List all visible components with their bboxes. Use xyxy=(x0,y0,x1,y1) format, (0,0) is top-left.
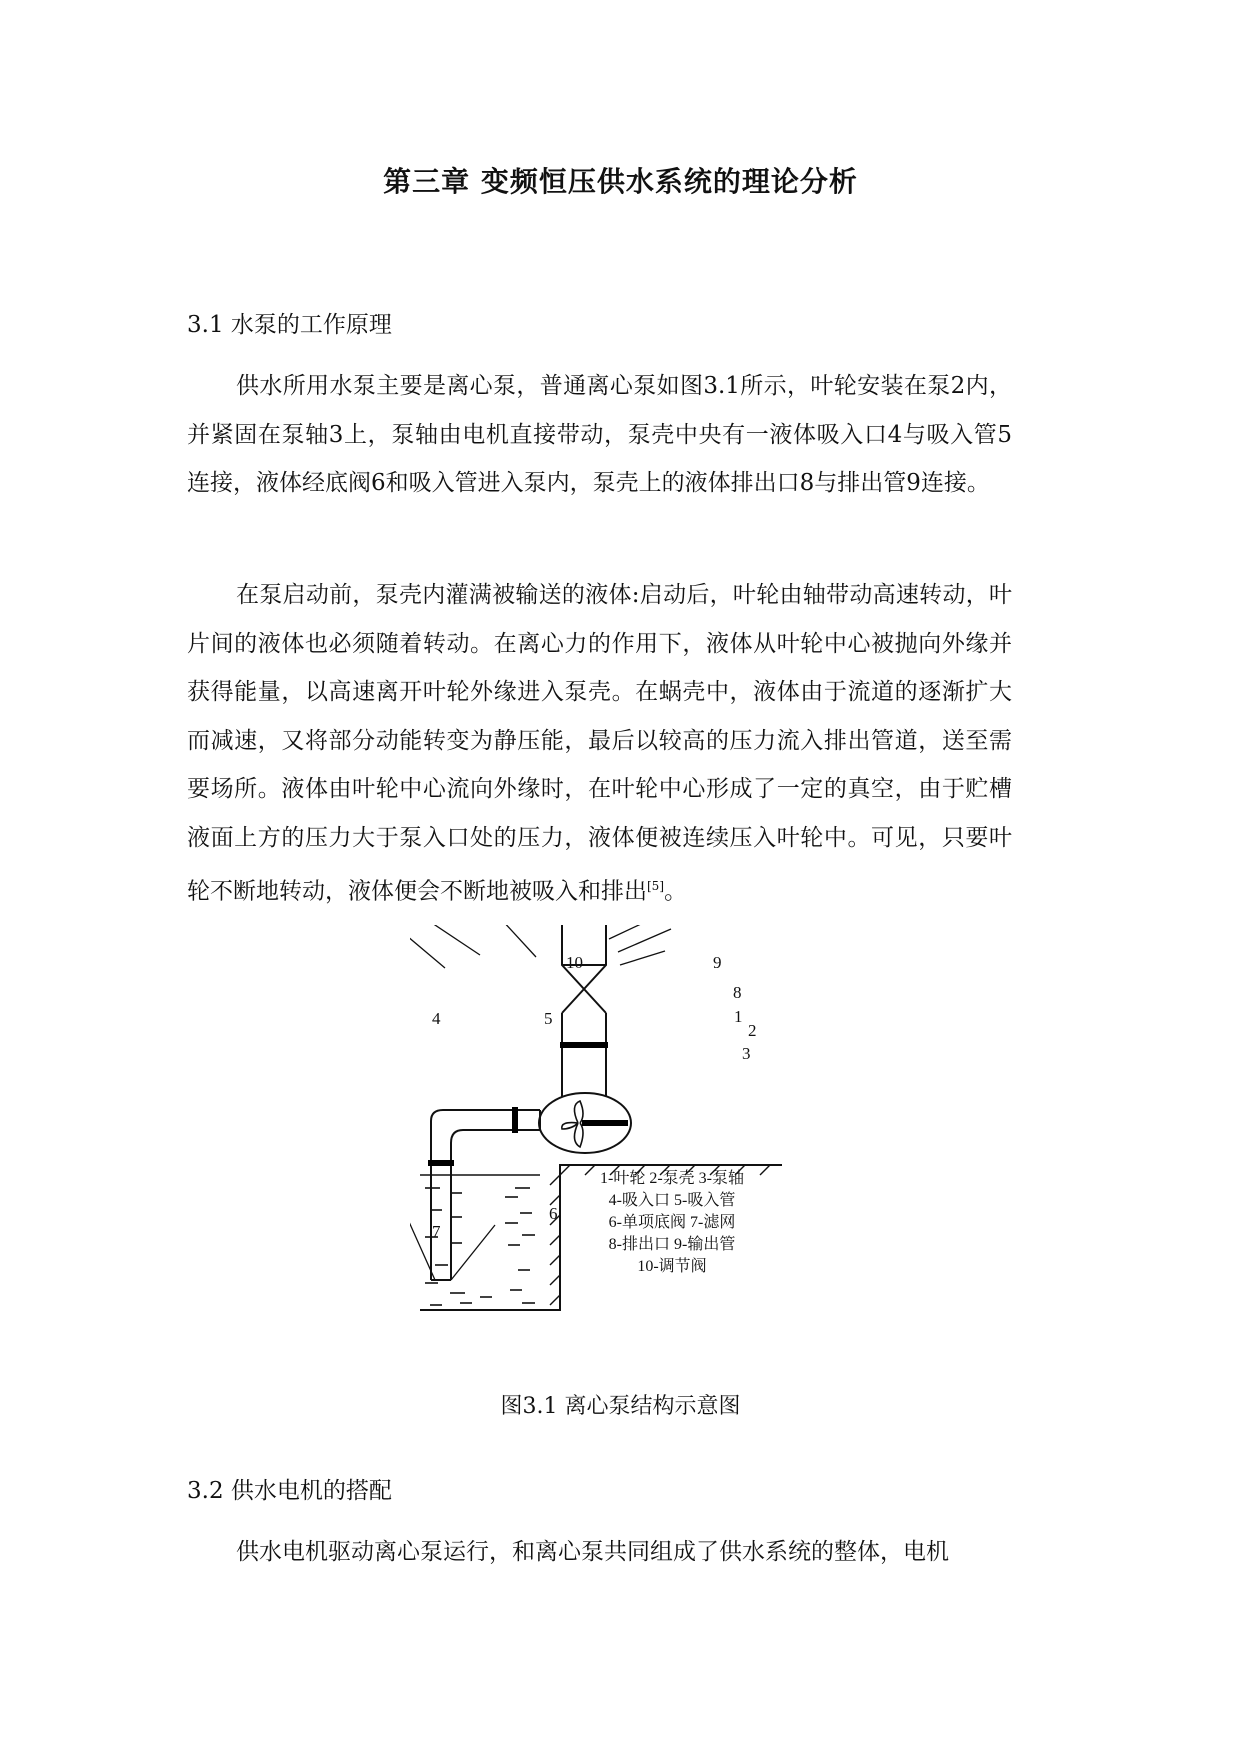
paragraph-pump-structure: 供水所用水泵主要是离心泵，普通离心泵如图3.1所示，叶轮安装在泵2内，并紧固在泵轴3上，泵轴由电机直接带动，泵壳中央有一液体吸入口4与吸入管5连接，液体经底阀6和吸入管进入泵内，泵壳上的液体排出口8与排出管9连接。 xyxy=(187,373,1012,496)
leader-4 xyxy=(410,925,445,968)
suction-pipe-outer xyxy=(431,1110,540,1280)
paragraph-pump-principle-text: 在泵启动前，泵壳内灌满被输送的液体:启动后，叶轮由轴带动高速转动，叶片间的液体也必须随着转动。在离心力的作用下，液体从叶轮中心被抛向外缘并获得能量，以高速离开叶轮外缘进入泵壳。在蜗壳中，液体由于流道的逐渐扩大而减速，又将部分动能转变为静压能，最后以较高的压力流入排出管道，送至需要场所。液体由叶轮中心流向外缘时，在叶轮中心形成了一定的真空，由于贮槽液面上方的压力大于泵入口处的压力，液体便被连续压入叶轮中。可见，只要叶轮不断地转动，液体便会不断地被吸入和排出 xyxy=(187,582,1012,905)
citation-ref: [5] xyxy=(647,879,664,893)
figure-legend xyxy=(597,1168,747,1278)
legend-line-2: 4-吸入口 5-吸入管 xyxy=(608,1192,736,1209)
label-5: 5 xyxy=(544,1009,553,1028)
label-2: 2 xyxy=(748,1021,757,1040)
label-8: 8 xyxy=(733,983,742,1002)
chapter-title: 第三章 变频恒压供水系统的理论分析 xyxy=(383,165,858,198)
figure-caption: 图3.1 离心泵结构示意图 xyxy=(500,1394,741,1419)
label-1: 1 xyxy=(734,1007,743,1026)
pipe-flanges xyxy=(428,1045,628,1163)
label-7: 7 xyxy=(432,1222,441,1241)
discharge-pipe xyxy=(562,1013,606,1097)
leader-6 xyxy=(451,1225,495,1280)
impeller xyxy=(562,1101,583,1147)
paragraph-pump-principle xyxy=(187,571,1012,916)
leader-2 xyxy=(618,929,671,952)
label-10: 10 xyxy=(566,953,583,972)
paragraph-end-punct: 。 xyxy=(664,878,687,905)
centrifugal-pump-figure xyxy=(410,925,810,1349)
water-waves xyxy=(425,1188,535,1305)
leader-lines xyxy=(410,925,480,955)
leader-1 xyxy=(609,925,658,939)
label-4: 4 xyxy=(432,1009,441,1028)
paragraph-motor: 供水电机驱动离心泵运行，和离心泵共同组成了供水系统的整体，电机 xyxy=(236,1539,949,1565)
legend-line-1: 1-叶轮 2-泵壳 3-泵轴 xyxy=(600,1170,744,1187)
leader-5 xyxy=(501,925,536,957)
legend-line-4: 8-排出口 9-输出管 xyxy=(608,1236,736,1253)
section-heading-3-2: 3.2 供水电机的搭配 xyxy=(187,1478,392,1504)
label-6: 6 xyxy=(549,1204,558,1223)
label-9: 9 xyxy=(713,953,722,972)
suction-pipe-inner xyxy=(451,1130,540,1280)
legend-line-3: 6-单项底阀 7-滤网 xyxy=(608,1214,736,1231)
label-3: 3 xyxy=(742,1044,751,1063)
legend-line-5: 10-调节阀 xyxy=(637,1258,707,1275)
pump-diagram xyxy=(410,925,810,1345)
section-heading-3-1: 3.1 水泵的工作原理 xyxy=(187,312,392,338)
leader-3 xyxy=(620,951,665,965)
